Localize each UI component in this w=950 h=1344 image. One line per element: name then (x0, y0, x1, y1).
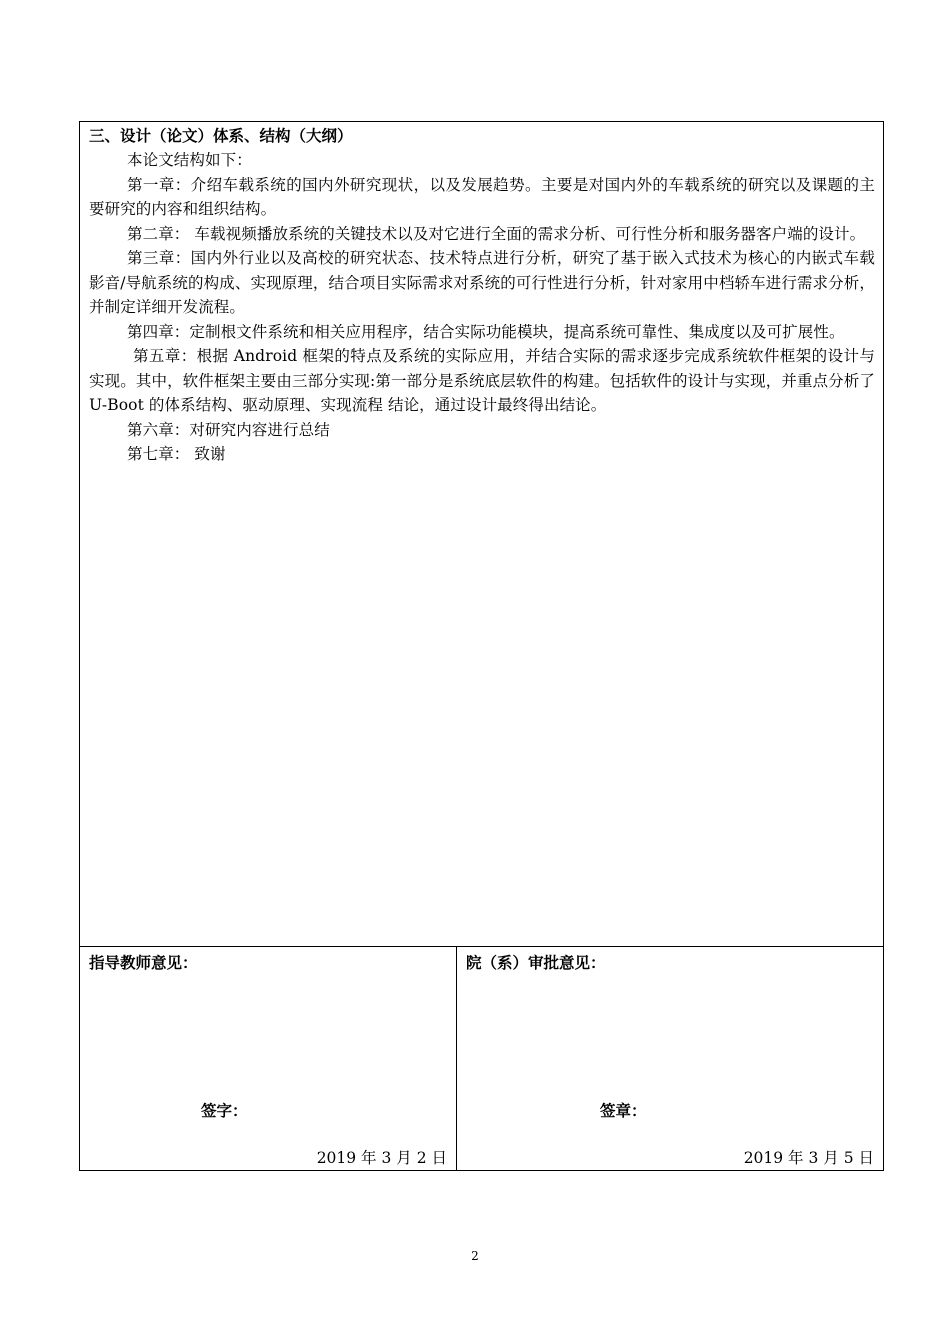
page-number: 2 (471, 1249, 479, 1263)
chapter-5-paragraph: 第五章：根据 Android 框架的特点及系统的实际应用，并结合实际的需求逐步完成系统软件框架的设计与实现。其中，软件框架主要由三部分实现:第一部分是系统底层软件的构建。包括软件的设计与实现，并重点分析了 U-Boot 的体系结构、驱动原理、实现流程 结论，通过设计最终得出结论。 (89, 347, 875, 414)
outline-intro: 本论文结构如下： (127, 151, 252, 169)
outline-section (79, 121, 884, 946)
department-approval-title: 院（系）审批意见： (466, 954, 606, 972)
advisor-date: 2019 年 3 月 2 日 (316, 1149, 447, 1167)
chapter-1-paragraph: 第一章：介绍车载系统的国内外研究现状，以及发展趋势。主要是对国内外的车载系统的研究以及课题的主要研究的内容和组织结构。 (89, 175, 875, 218)
chapter-3-paragraph: 第三章：国内外行业以及高校的研究状态、技术特点进行分析，研究了基于嵌入式技术为核心的内嵌式车载影音/导航系统的构成、实现原理，结合项目实际需求对系统的可行性进行分析，针对家用中档轿车进行需求分析，并制定详细开发流程。 (89, 249, 875, 316)
advisor-signature-label: 签字： (201, 1102, 248, 1120)
chapter-4-paragraph: 第四章：定制根文件系统和相关应用程序，结合实际功能模块，提高系统可靠性、集成度以及可扩展性。 (127, 322, 845, 341)
chapter-2-paragraph: 第二章： 车载视频播放系统的关键技术以及对它进行全面的需求分析、可行性分析和服务器客户端的设计。 (127, 224, 866, 243)
chapter-6-paragraph: 第六章：对研究内容进行总结 (127, 420, 330, 439)
opinion-table-row (79, 946, 884, 1171)
section-heading: 三、设计（论文）体系、结构（大纲） (89, 127, 353, 145)
advisor-opinion-title: 指导教师意见： (89, 954, 198, 972)
department-seal-label: 签章： (600, 1102, 647, 1120)
chapter-7-paragraph: 第七章： 致谢 (127, 445, 226, 463)
advisor-opinion-cell (80, 947, 457, 1170)
department-approval-cell (457, 947, 883, 1170)
department-date: 2019 年 3 月 5 日 (743, 1149, 874, 1167)
